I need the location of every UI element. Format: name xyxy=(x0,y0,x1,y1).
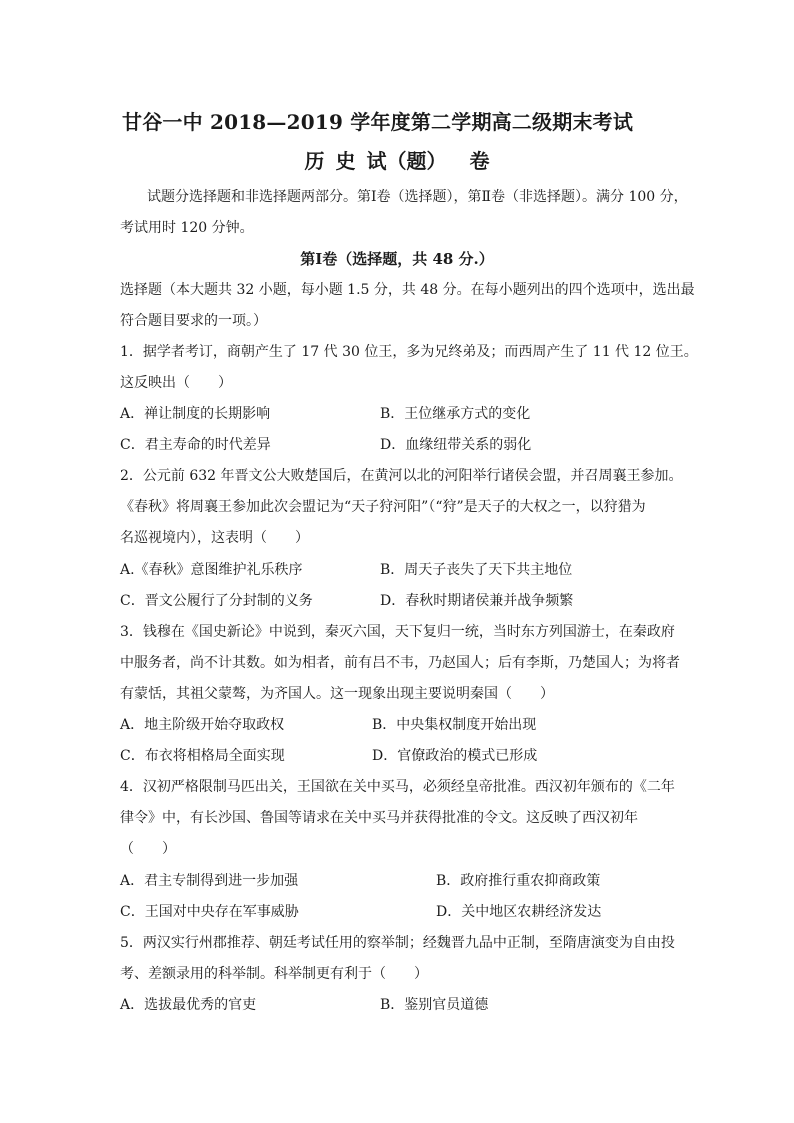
option-b: B．政府推行重农抑商政策 xyxy=(436,873,601,889)
option-d: D．春秋时期诸侯兼并战争频繁 xyxy=(380,593,574,609)
question-stem-line: 中服务者，尚不计其数。如为相者，前有吕不韦，乃赵国人；后有李斯，乃楚国人；为将者 xyxy=(120,655,680,671)
instructions-line: 选择题（本大题共 32 小题，每小题 1.5 分，共 48 分。在每小题列出的四个选项中，选出最 xyxy=(120,282,695,298)
intro-line: 考试用时 120 分钟。 xyxy=(120,220,254,236)
option-d: D．血缘纽带关系的弱化 xyxy=(380,437,532,453)
question-stem-line: 2．公元前 632 年晋文公大败楚国后，在黄河以北的河阳举行诸侯会盟，并召周襄王参加。 xyxy=(120,468,683,484)
subtitle-part: 试（题） xyxy=(366,149,447,173)
question-stem-line: 律令》中，有长沙国、鲁国等请求在关中买马并获得批准的令文。这反映了西汉初年 xyxy=(120,810,638,826)
instructions-line: 符合题目要求的一项。） xyxy=(120,313,267,329)
question-stem-line: 名巡视境内），这表明（ ） xyxy=(120,530,309,546)
question-stem-line: 3．钱穆在《国史新论》中说到，秦灭六国，天下复归一统，当时东方列国游士，在秦政府 xyxy=(120,624,675,640)
exam-subtitle xyxy=(0,145,794,174)
option-c: C．布衣将相格局全面实现 xyxy=(120,748,285,764)
intro-line: 试题分选择题和非选择题两部分。第Ⅰ卷（选择题），第Ⅱ卷（非选择题）。满分 100 分， xyxy=(147,189,688,205)
question-stem-line: 这反映出（ ） xyxy=(120,375,232,391)
question-stem-line: 5．两汉实行州郡推荐、朝廷考试任用的察举制；经魏晋九品中正制，至隋唐演变为自由投 xyxy=(120,935,675,951)
subtitle-part: 历 xyxy=(304,149,325,173)
question-stem-line: 考、差额录用的科举制。科举制更有利于（ ） xyxy=(120,966,428,982)
option-b: B．周天子丧失了天下共主地位 xyxy=(380,562,573,578)
option-b: B．中央集权制度开始出现 xyxy=(372,717,537,733)
option-d: D．关中地区农耕经济发达 xyxy=(436,904,602,920)
question-stem-line: 有蒙恬，其祖父蒙骜，为齐国人。这一现象出现主要说明秦国（ ） xyxy=(120,686,554,702)
option-b: B．鉴别官员道德 xyxy=(380,997,489,1013)
question-stem-line: 4．汉初严格限制马匹出关，王国欲在关中买马，必须经皇帝批准。西汉初年颁布的《二年 xyxy=(120,779,675,795)
option-c: C．晋文公履行了分封制的义务 xyxy=(120,593,313,609)
subtitle-part: 卷 xyxy=(469,149,490,173)
question-stem-line: 1．据学者考订，商朝产生了 17 代 30 位王，多为兄终弟及；而西周产生了 11 代 12 位王。 xyxy=(120,344,698,360)
exam-title: 甘谷一中 2018—2019 学年度第二学期高二级期末考试 xyxy=(122,110,634,134)
option-c: C．君主寿命的时代差异 xyxy=(120,437,271,453)
option-a: A．选拔最优秀的官吏 xyxy=(120,997,257,1013)
option-b: B．王位继承方式的变化 xyxy=(380,406,531,422)
option-a: A．君主专制得到进一步加强 xyxy=(120,873,299,889)
option-c: C．王国对中央存在军事威胁 xyxy=(120,904,299,920)
question-stem-line: 《春秋》将周襄王参加此次会盟记为“天子狩河阳”（“狩”是天子的大权之一，以狩猎为 xyxy=(120,499,646,515)
question-stem-line: （ ） xyxy=(120,841,176,857)
option-a: A．禅让制度的长期影响 xyxy=(120,406,271,422)
section-heading: 第Ⅰ卷（选择题，共 48 分.） xyxy=(300,250,494,268)
option-d: D．官僚政治的模式已形成 xyxy=(372,748,538,764)
subtitle-part: 史 xyxy=(335,149,356,173)
option-a: A．地主阶级开始夺取政权 xyxy=(120,717,285,733)
option-a: A.《春秋》意图维护礼乐秩序 xyxy=(120,562,303,578)
